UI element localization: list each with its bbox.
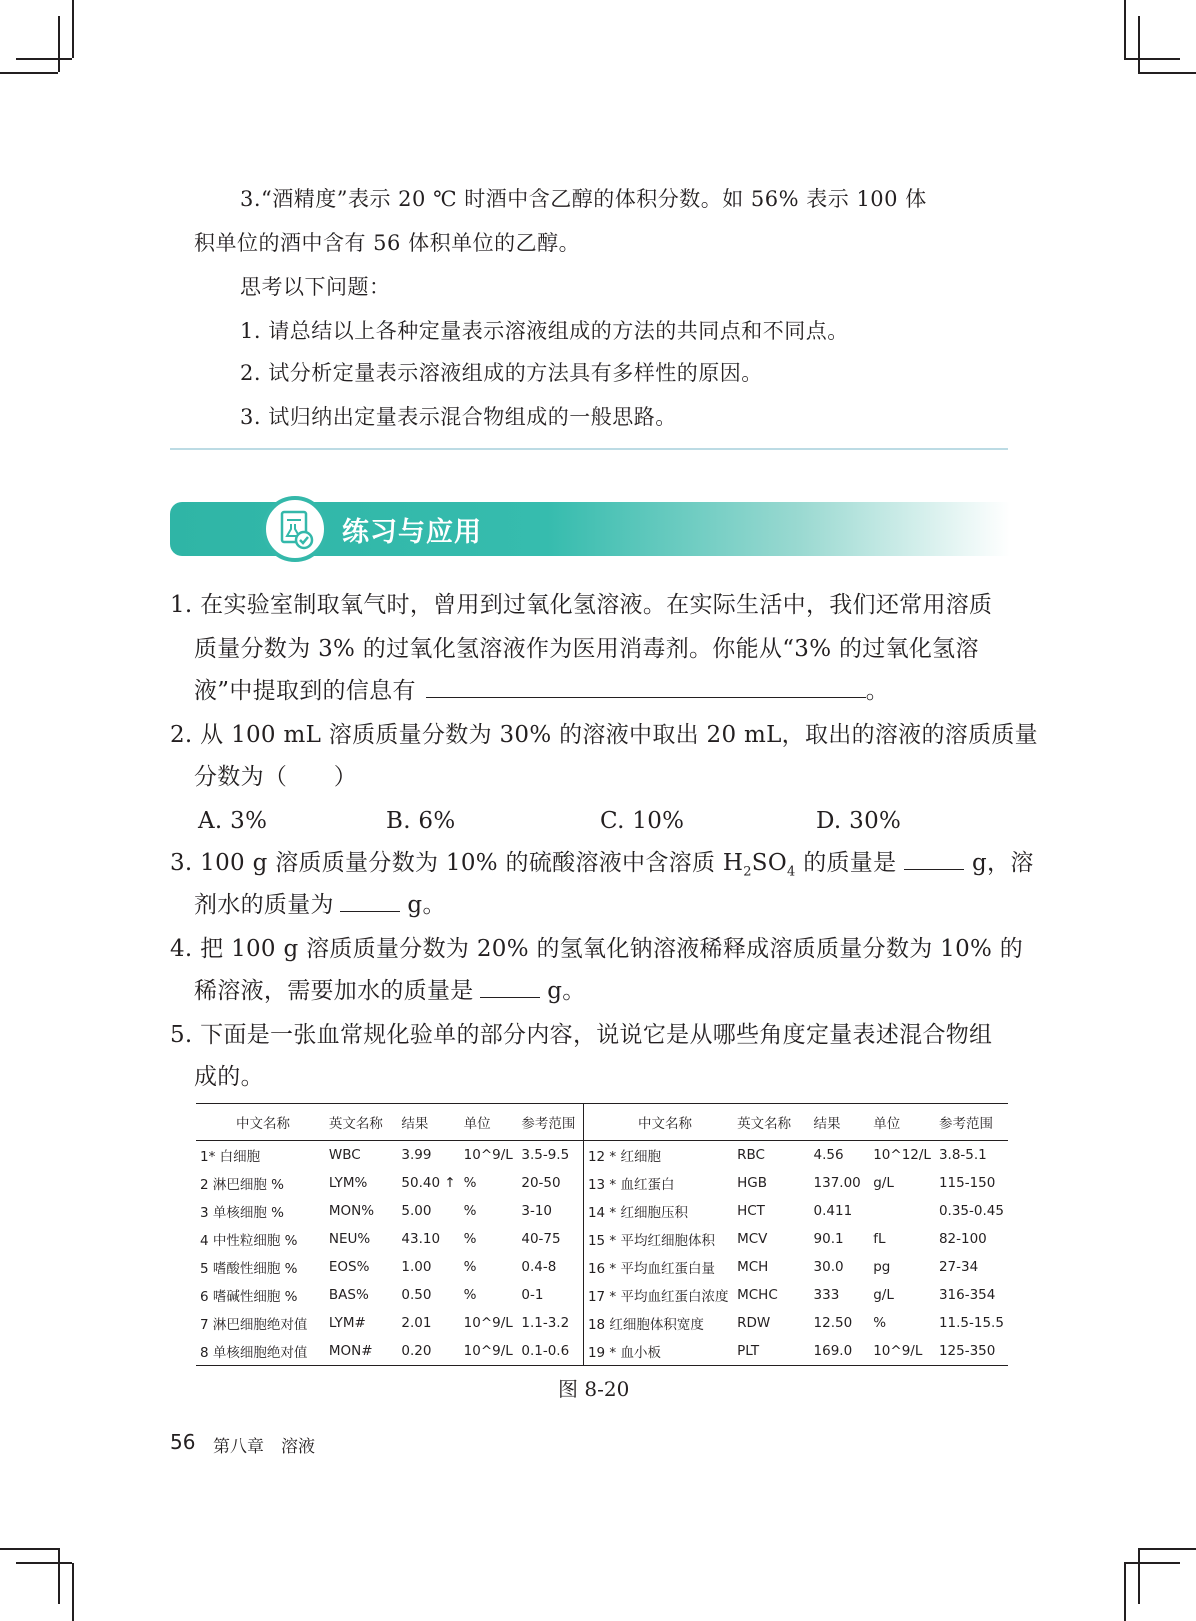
cell: 1* 白细胞: [200, 1149, 261, 1165]
section-title: 练习与应用: [342, 517, 482, 548]
table-row: [196, 1253, 1008, 1281]
cell: 13 * 血红蛋白: [583, 1169, 733, 1197]
cell: 14 * 红细胞压积: [583, 1197, 733, 1225]
cell: 10^9/L: [463, 1147, 513, 1163]
cell: %: [463, 1175, 477, 1191]
cell: MON%: [328, 1203, 375, 1219]
cell: 0-1: [521, 1287, 544, 1303]
cell: HGB: [737, 1175, 767, 1191]
header-result: 结果: [397, 1104, 459, 1141]
header-cn-name-right: 中文名称: [583, 1104, 733, 1141]
page-number: 56: [170, 1430, 196, 1454]
cell: 3.5-9.5: [521, 1147, 570, 1163]
cell: 4.56: [813, 1147, 844, 1163]
cell: 0.1-0.6: [517, 1337, 583, 1366]
cell: 5 嗜酸性细胞 %: [200, 1261, 298, 1277]
cell: 316-354: [938, 1287, 996, 1303]
cell: 7 淋巴细胞绝对值: [200, 1317, 308, 1333]
header-range-right: 参考范围: [935, 1104, 1008, 1141]
cell: PLT: [733, 1337, 809, 1366]
think-question-2: 2. 试分析定量表示溶液组成的方法具有多样性的原因。: [240, 361, 763, 385]
cell: 30.0: [813, 1259, 844, 1275]
q1-line-1: 1. 在实验室制取氧气时，曾用到过氧化氢溶液。在实际生活中，我们还常用溶质: [170, 592, 993, 618]
cell: MCV: [737, 1231, 768, 1247]
cell: 6 嗜碱性细胞 %: [200, 1289, 298, 1305]
cell: RBC: [737, 1147, 765, 1163]
cell: 11.5-15.5: [938, 1315, 1004, 1331]
cell: 3.8-5.1: [938, 1147, 987, 1163]
cell: 0.50: [401, 1287, 432, 1303]
q1-answer-blank[interactable]: [426, 677, 866, 698]
table-row: [196, 1169, 1008, 1197]
q3-line-1-text: 3. 100 g 溶质质量分数为 10% 的硫酸溶液中含溶质 H: [170, 850, 744, 876]
cell: 3.99: [401, 1147, 432, 1163]
cell: 12 * 红细胞: [583, 1141, 733, 1170]
cell: 1.1-3.2: [521, 1315, 570, 1331]
cell: 20-50: [521, 1175, 561, 1191]
cell: %: [463, 1287, 477, 1303]
header-en-name-right: 英文名称: [733, 1104, 809, 1141]
cell: 43.10: [401, 1231, 441, 1247]
q3-subscript-2: 2: [743, 864, 752, 880]
cell: 10^9/L: [460, 1337, 518, 1366]
cell: NEU%: [328, 1231, 371, 1247]
cell: 50.40 ↑: [401, 1175, 456, 1191]
q3-line-1-mid: 的质量是: [795, 850, 897, 876]
cell: BAS%: [328, 1287, 369, 1303]
think-question-3: 3. 试归纳出定量表示混合物组成的一般思路。: [240, 405, 677, 429]
cell: 3 单核细胞 %: [200, 1205, 284, 1221]
cell: 5.00: [401, 1203, 432, 1219]
header-en-name: 英文名称: [325, 1104, 397, 1141]
q2-option-d[interactable]: D. 30%: [816, 808, 902, 834]
blood-test-table: [196, 1103, 1008, 1366]
cell: 19 * 血小板: [583, 1337, 733, 1366]
cell: 12.50: [813, 1315, 853, 1331]
cell: EOS%: [328, 1259, 370, 1275]
q3-water-blank[interactable]: [340, 891, 400, 912]
q2-option-c[interactable]: C. 10%: [600, 808, 685, 834]
cell: 4 中性粒细胞 %: [200, 1233, 298, 1249]
q3-line-1-end: g，溶: [964, 850, 1034, 876]
cell: 82-100: [938, 1231, 987, 1247]
cell: 40-75: [521, 1231, 561, 1247]
cell: 3-10: [521, 1203, 552, 1219]
q1-line-3-text: 液”中提取到的信息有: [194, 678, 416, 704]
cell: 16 * 平均血红蛋白量: [583, 1253, 733, 1281]
cell: %: [463, 1203, 477, 1219]
table-row: [196, 1141, 1008, 1170]
cell: MCHC: [737, 1287, 778, 1303]
q4-line-1: 4. 把 100 g 溶质质量分数为 20% 的氢氧化钠溶液稀释成溶质质量分数为 10% 的: [170, 936, 1024, 962]
q4-line-2-end: g。: [539, 978, 586, 1004]
q4-line-2-text: 稀溶液，需要加水的质量是: [194, 978, 474, 1004]
table-row: [196, 1225, 1008, 1253]
header-unit: 单位: [460, 1104, 518, 1141]
cell: 17 * 平均血红蛋白浓度: [583, 1281, 733, 1309]
cell: MCH: [737, 1259, 769, 1275]
cell: LYM#: [328, 1315, 366, 1331]
cell: pg: [873, 1259, 891, 1275]
cell: 0.20: [397, 1337, 459, 1366]
q3-line-2-end: g。: [399, 892, 446, 918]
q1-line-2: 质量分数为 3% 的过氧化氢溶液作为医用消毒剂。你能从“3% 的过氧化氢溶: [194, 636, 979, 662]
cell: 0.35-0.45: [938, 1203, 1004, 1219]
flask-document-check-icon: [262, 496, 328, 562]
cell: HCT: [737, 1203, 765, 1219]
cell: 125-350: [935, 1337, 1008, 1366]
intro-line-1: 3.“酒精度”表示 20 ℃ 时酒中含乙醇的体积分数。如 56% 表示 100 体: [240, 187, 927, 211]
cell: 2 淋巴细胞 %: [200, 1177, 284, 1193]
cell: 10^9/L: [463, 1315, 513, 1331]
header-unit-right: 单位: [869, 1104, 935, 1141]
cell: %: [463, 1259, 477, 1275]
cell: 18 红细胞体积宽度: [583, 1309, 733, 1337]
cell: 333: [813, 1287, 840, 1303]
think-heading: 思考以下问题：: [240, 275, 391, 299]
cell: g/L: [873, 1175, 894, 1191]
q5-line-2: 成的。: [194, 1064, 264, 1090]
cell: 0.411: [813, 1203, 853, 1219]
cell: 137.00: [813, 1175, 861, 1191]
section-divider: [170, 448, 1008, 450]
cell: WBC: [328, 1147, 361, 1163]
cell: RDW: [737, 1315, 771, 1331]
q2-line-1: 2. 从 100 mL 溶质质量分数为 30% 的溶液中取出 20 mL，取出的溶液的溶质质量: [170, 722, 1038, 748]
q3-line-2-text: 剂水的质量为: [194, 892, 334, 918]
cell: g/L: [873, 1287, 894, 1303]
q5-line-1: 5. 下面是一张血常规化验单的部分内容，说说它是从哪些角度定量表述混合物组: [170, 1022, 993, 1048]
cell: 115-150: [938, 1175, 996, 1191]
q2-option-b[interactable]: B. 6%: [386, 808, 456, 834]
cell: 15 * 平均红细胞体积: [583, 1225, 733, 1253]
cell: 10^9/L: [869, 1337, 935, 1366]
cell: 90.1: [813, 1231, 844, 1247]
q1-line-3: [194, 670, 889, 713]
cell: 27-34: [938, 1259, 979, 1275]
cell: 169.0: [810, 1337, 870, 1366]
cell: 8 单核细胞绝对值: [196, 1337, 325, 1366]
cell: [869, 1197, 935, 1225]
q2-option-a[interactable]: A. 3%: [198, 808, 268, 834]
header-cn-name: 中文名称: [196, 1104, 325, 1141]
q3-line-2: [194, 884, 446, 927]
cell: LYM%: [328, 1175, 368, 1191]
q3-subscript-4: 4: [787, 864, 796, 880]
cell: %: [463, 1231, 477, 1247]
table-header-row: [196, 1104, 1008, 1141]
table-row: [196, 1337, 1008, 1366]
cell: 10^12/L: [873, 1147, 931, 1163]
think-question-1: 1. 请总结以上各种定量表示溶液组成的方法的共同点和不同点。: [240, 319, 849, 343]
cell: 0.4-8: [521, 1259, 557, 1275]
table-row: [196, 1309, 1008, 1337]
q3-formula-so: SO: [751, 850, 788, 876]
cell: 2.01: [401, 1315, 432, 1331]
cell: 1.00: [401, 1259, 432, 1275]
cell: %: [873, 1315, 887, 1331]
chapter-title: 第八章 溶液: [213, 1437, 315, 1457]
q3-solute-blank[interactable]: [904, 849, 964, 870]
cell: MON#: [325, 1337, 397, 1366]
cell: fL: [873, 1231, 886, 1247]
q2-line-2: 分数为（ ）: [194, 764, 358, 790]
table-row: [196, 1281, 1008, 1309]
intro-line-2: 积单位的酒中含有 56 体积单位的乙醇。: [194, 231, 581, 255]
figure-caption: 图 8-20: [558, 1377, 630, 1401]
q4-water-blank[interactable]: [480, 977, 540, 998]
table-row: [196, 1197, 1008, 1225]
header-result-right: 结果: [810, 1104, 870, 1141]
q1-line-3-end: 。: [865, 678, 890, 704]
q4-line-2: [194, 970, 586, 1013]
header-range: 参考范围: [517, 1104, 583, 1141]
